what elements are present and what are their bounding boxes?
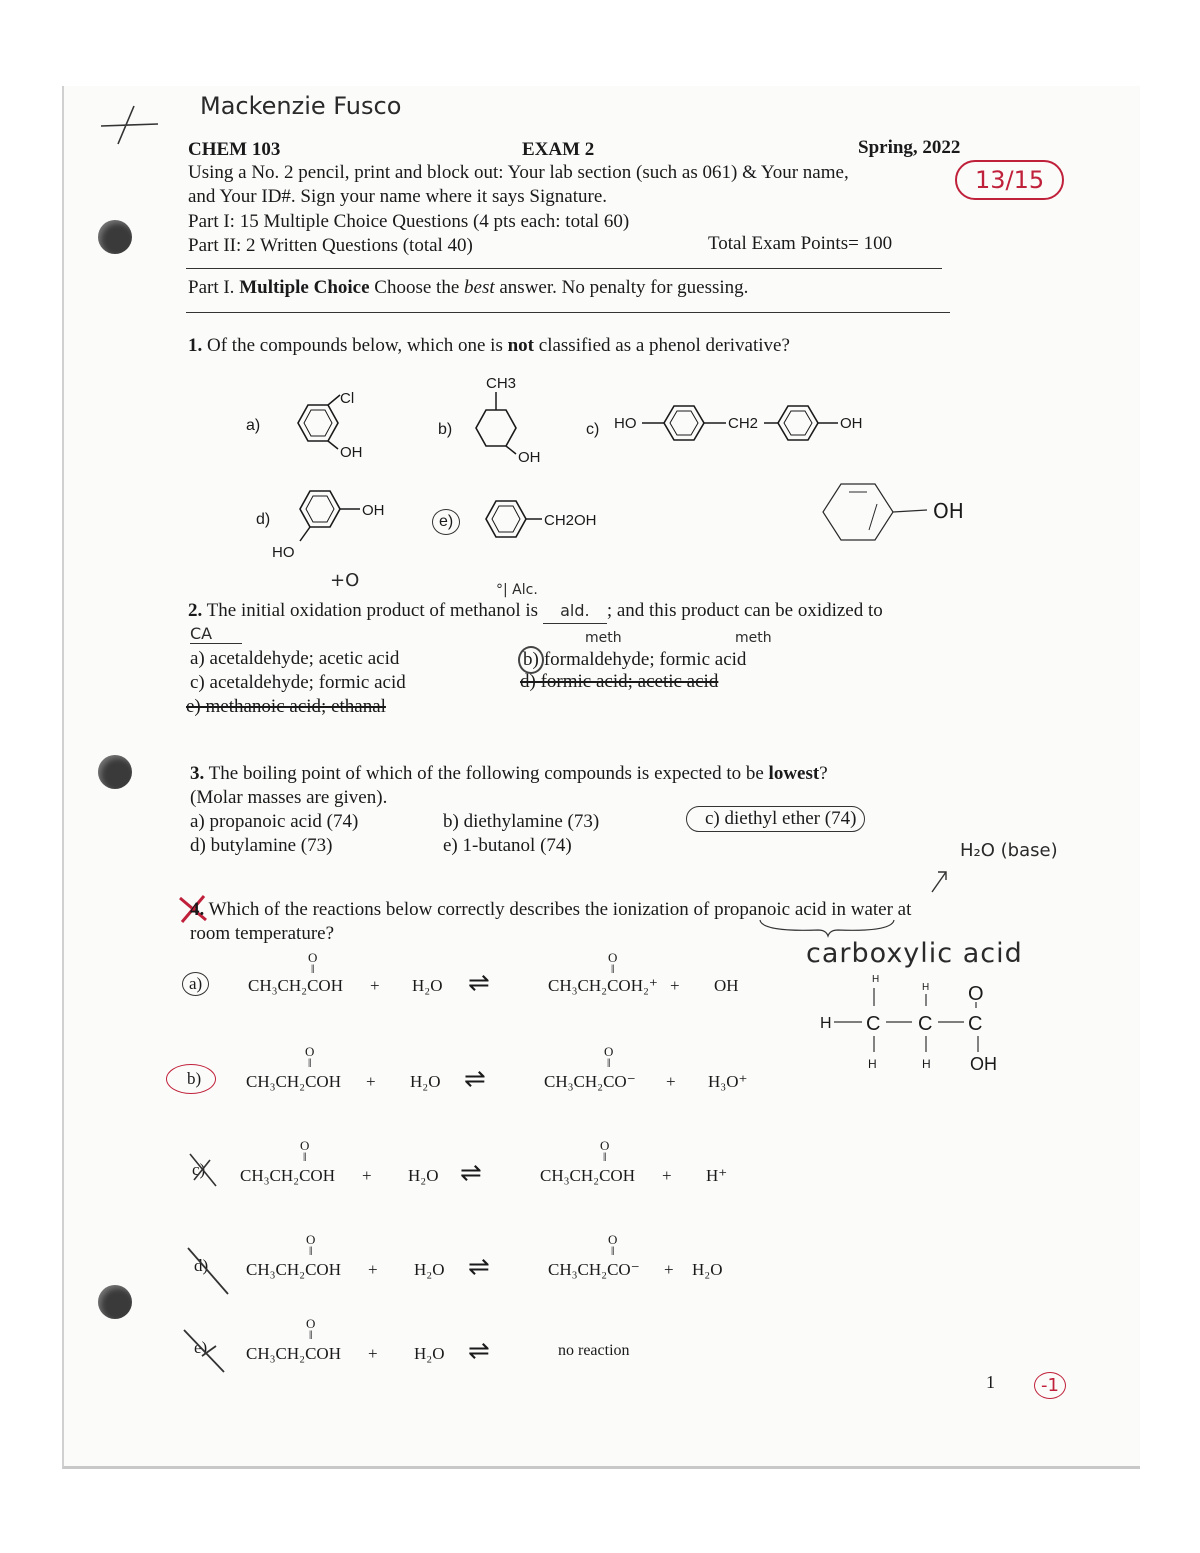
q3-option-c: c) diethyl ether (74): [686, 806, 865, 832]
structure-label: H: [922, 1057, 931, 1071]
q3-molar-note: (Molar masses are given).: [190, 787, 388, 808]
water: H₂O: [414, 1344, 445, 1363]
q2-blank-1: ald.: [543, 599, 607, 624]
total-points: Total Exam Points= 100: [708, 233, 893, 254]
structure-label: CH2OH: [544, 512, 597, 529]
q2-note-alc: °| Alc.: [496, 582, 538, 598]
q2-blank-2: CA: [190, 624, 242, 644]
q1-option-e-label: e): [432, 509, 460, 535]
structure-label: OH: [362, 502, 385, 519]
reaction-token: +: [366, 1072, 376, 1091]
q4-option-e-label: e): [194, 1338, 208, 1357]
reaction-token: +: [362, 1166, 372, 1185]
reactant: CH₃CH₂COH: [246, 1072, 341, 1091]
cross-out-icon: [180, 1326, 230, 1376]
carbonyl-o: O ‖: [300, 1138, 310, 1164]
carbonyl-o: O ‖: [600, 1138, 610, 1164]
q4-reaction-d: [184, 1232, 764, 1300]
instructions-line2: and Your ID#. Sign your name where it says Signature.: [188, 186, 608, 207]
structure-label: HO: [272, 544, 295, 561]
product-2: H⁺: [706, 1166, 728, 1185]
score: 13/15: [955, 160, 1064, 200]
q4-option-a-label: a): [182, 972, 209, 996]
product: CH₃CH₂COH: [540, 1166, 635, 1185]
q1-structure-a: [280, 385, 390, 465]
q4-reaction-a: [180, 950, 760, 1012]
question-3: 3. The boiling point of which of the following compounds is expected to be lowest?: [190, 763, 828, 784]
exam-title: EXAM 2: [522, 139, 595, 160]
reactant: CH₃CH₂COH: [246, 1260, 341, 1279]
no-reaction: no reaction: [558, 1342, 630, 1359]
check-mark-icon: [96, 100, 166, 150]
reaction-token: +: [666, 1072, 676, 1091]
reaction-token: +: [662, 1166, 672, 1185]
carbonyl-o: O ‖: [308, 950, 318, 976]
structure-label: C: [968, 1013, 983, 1035]
cross-out-icon: [184, 1244, 234, 1298]
water: H₂O: [412, 976, 443, 995]
reaction-token: O: [306, 1316, 316, 1331]
divider: [186, 312, 950, 313]
q1-structure-d: [266, 485, 406, 565]
reaction-token: +: [664, 1260, 674, 1279]
product-2: OH: [714, 976, 739, 995]
q4-option-b-label: b): [166, 1064, 216, 1094]
q1-structure-b: [466, 370, 576, 470]
q4-reaction-e: [180, 1316, 760, 1382]
punch-hole: [98, 755, 132, 789]
q1-option-c-label: c): [586, 421, 600, 438]
carbonyl-o: O ‖: [608, 950, 618, 976]
q2-option-e: e) methanoic acid; ethanal: [186, 696, 386, 717]
question-1: 1. Of the compounds below, which one is not classified as a phenol derivative?: [188, 335, 790, 356]
reactant: CH₃CH₂COH: [248, 976, 343, 995]
equilibrium-arrow-icon: ⇌: [460, 1158, 482, 1187]
exam-term: Spring, 2022: [858, 137, 961, 158]
product-2: H₂O: [692, 1260, 723, 1279]
q1-option-a-label: a): [246, 417, 261, 434]
q1-structure-c: [612, 398, 902, 448]
punch-hole: [98, 220, 132, 254]
equilibrium-arrow-icon: ⇌: [468, 1252, 490, 1281]
structure-label: Cl: [340, 390, 355, 407]
reactant: CH₃CH₂COH: [246, 1344, 341, 1363]
q2-option-a: a) acetaldehyde; acetic acid: [190, 648, 400, 669]
structure-label: O: [968, 983, 984, 1005]
structure-label: H: [820, 1015, 832, 1032]
part2-info: Part II: 2 Written Questions (total 40): [188, 235, 473, 256]
structure-label: OH: [518, 449, 541, 466]
reaction-token: +: [370, 976, 380, 995]
instructions-line1: Using a No. 2 pencil, print and block out: Your lab section (such as 061) & Your name,: [188, 162, 849, 183]
part1-info: Part I: 15 Multiple Choice Questions (4 pts each: total 60): [188, 211, 630, 232]
q3-option-d: d) butylamine (73): [190, 835, 333, 856]
carbonyl-o: O ‖: [305, 1044, 315, 1070]
q4-option-c-label: c): [192, 1160, 206, 1179]
carbonyl-o: O ‖: [306, 1232, 316, 1258]
cross-out-icon: [186, 1150, 220, 1190]
reaction-token: O: [305, 1044, 315, 1059]
q2-option-d: d) formic acid; acetic acid: [520, 671, 719, 692]
structure-label: H: [872, 974, 880, 985]
structure-label: H: [922, 982, 930, 993]
carbonyl-o: O ‖: [608, 1232, 618, 1258]
structure-label: OH: [970, 1054, 997, 1074]
structure-label: CH3: [486, 375, 517, 392]
reactant: CH₃CH₂COH: [240, 1166, 335, 1185]
structure-label: OH: [933, 499, 964, 523]
product: CH₃CH₂CO⁻: [548, 1260, 640, 1279]
reaction-token: O: [604, 1044, 614, 1059]
structure-label: C: [918, 1013, 933, 1035]
q4-text-2: room temperature?: [190, 923, 335, 944]
structure-label: H: [868, 1057, 877, 1071]
structure-label: C: [866, 1013, 881, 1035]
page-number: 1: [986, 1372, 995, 1392]
carbonyl-o: O ‖: [306, 1316, 316, 1342]
structure-label: OH: [840, 415, 863, 432]
punch-hole: [98, 1285, 132, 1319]
equilibrium-arrow-icon: ⇌: [468, 968, 490, 997]
reaction-token: O: [600, 1138, 610, 1153]
reaction-token: O: [306, 1232, 316, 1247]
q2-option-c: c) acetaldehyde; formic acid: [190, 672, 406, 693]
question-4: 4. Which of the reactions below correctly describes the ionization of propanoic acid in water at: [190, 899, 912, 920]
course-code: CHEM 103: [188, 139, 281, 160]
q2-note-meth-1: meth: [585, 630, 622, 646]
q3-option-a: a) propanoic acid (74): [190, 811, 359, 832]
carbonyl-o: O ‖: [604, 1044, 614, 1070]
water: H₂O: [414, 1260, 445, 1279]
q3-option-b: b) diethylamine (73): [443, 811, 600, 832]
q2-option-b: b) formaldehyde; formic acid: [518, 646, 746, 674]
q1-handwritten-phenol: [815, 478, 985, 548]
structure-label: OH: [340, 444, 363, 461]
reaction-token: +: [368, 1260, 378, 1279]
product: CH₃CH₂COH₂⁺: [548, 976, 658, 995]
underline-brace: [758, 918, 898, 938]
equilibrium-arrow-icon: ⇌: [464, 1064, 486, 1093]
propanoic-acid-structure: [818, 972, 1018, 1082]
water: H₂O: [410, 1072, 441, 1091]
reaction-token: +: [368, 1344, 378, 1363]
mc-header: Part I. Multiple Choice Choose the best answer. No penalty for guessing.: [188, 277, 749, 298]
q4-note-carboxylic: carboxylic acid: [806, 938, 1023, 969]
question-2: 2. The initial oxidation product of methanol is ald. ; and this product can be oxidized to: [188, 599, 883, 624]
q4-option-d-label: d): [194, 1256, 209, 1275]
student-name: Mackenzie Fusco: [200, 92, 402, 120]
q1-structure-e: [478, 495, 628, 545]
page-deduction: -1: [1034, 1372, 1066, 1399]
q1-option-b-label: b): [438, 421, 453, 438]
water: H₂O: [408, 1166, 439, 1185]
q4-reaction-b: [166, 1044, 766, 1108]
arrow-icon: [928, 866, 952, 896]
equilibrium-arrow-icon: ⇌: [468, 1336, 490, 1365]
product: CH₃CH₂CO⁻: [544, 1072, 636, 1091]
q3-option-e: e) 1-butanol (74): [443, 835, 572, 856]
reaction-token: +: [670, 976, 680, 995]
reaction-token: O: [308, 950, 318, 965]
q4-note-base: H₂O (base): [960, 840, 1058, 861]
q4-reaction-c: [186, 1138, 766, 1202]
structure-label: HO: [614, 415, 637, 432]
reaction-token: O: [608, 1232, 618, 1247]
q2-note-meth-2: meth: [735, 630, 772, 646]
divider: [186, 268, 942, 269]
q2-option-b-label: b): [518, 646, 544, 674]
product-2: H₃O⁺: [708, 1072, 748, 1091]
reaction-token: O: [300, 1138, 310, 1153]
reaction-token: O: [608, 950, 618, 965]
q2-note-plus-o: +O: [330, 570, 360, 591]
q1-option-d-label: d): [256, 511, 271, 528]
structure-label: CH2: [728, 415, 759, 432]
